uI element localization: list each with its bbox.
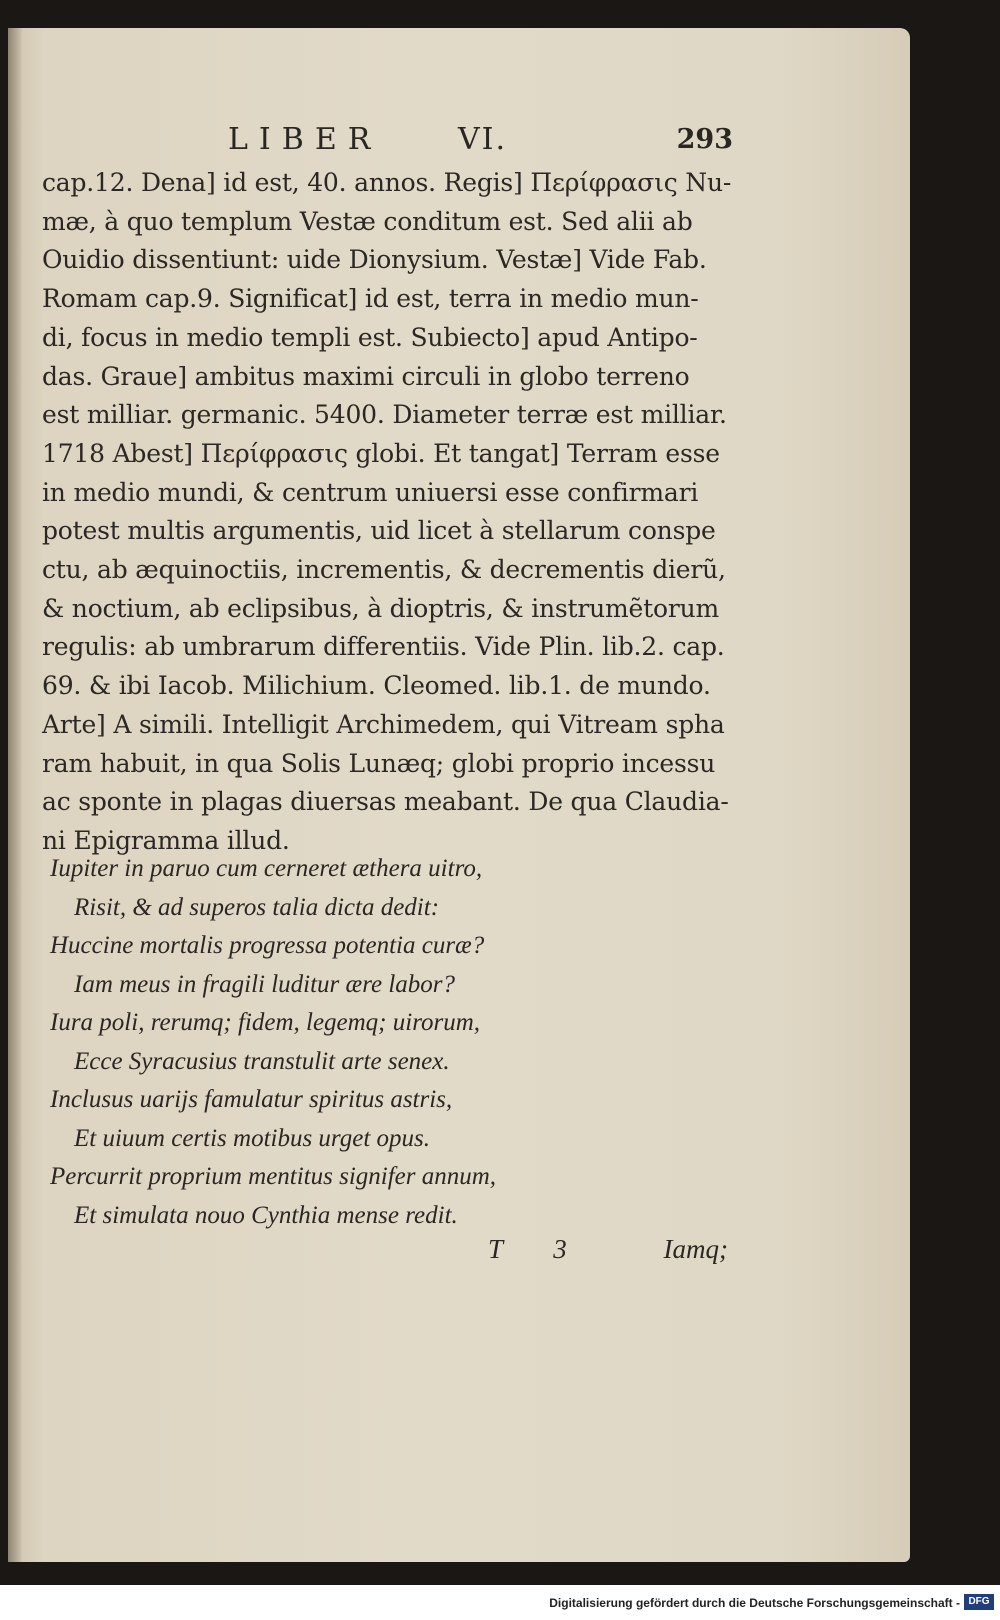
verse-line: Iura poli, rerumq; fidem, legemq; uirorum, (50, 1009, 481, 1036)
page-number: 293 (676, 124, 733, 155)
text-line: mæ, à quo templum Vestæ conditum est. Sed alii ab (42, 206, 693, 236)
text-line: Arte] A simili. Intelligit Archimedem, qui Vitream spha (42, 709, 725, 739)
text-line: Romam cap.9. Significat] id est, terra in medio mun- (42, 284, 699, 314)
verse-line: Et simulata nouo Cynthia mense redit. (74, 1201, 458, 1229)
text-line: di, focus in medio templi est. Subiecto] apud Antipo- (42, 322, 698, 352)
verse-line: Inclusus uarijs famulatur spiritus astris, (50, 1086, 453, 1113)
funding-credit: Digitalisierung gefördert durch die Deutsche Forschungsgemeinschaft - (549, 1596, 960, 1610)
text-line: ctu, ab æquinoctiis, incrementis, & decrementis dierũ, (42, 555, 726, 585)
credit-bar (0, 1585, 1000, 1620)
text-line: Ouidio dissentiunt: uide Dionysium. Vestæ] Vide Fab. (42, 245, 707, 275)
page-footer (488, 1234, 728, 1274)
text-line: ni Epigramma illud. (42, 825, 290, 855)
text-line: 69. & ibi Iacob. Milichium. Cleomed. lib.1. de mundo. (42, 671, 711, 701)
signature-mark: T 3 (488, 1234, 589, 1264)
text-line: 1718 Abest] Περίφρασις globi. Et tangat] Terram esse (42, 438, 720, 468)
verse-line: Iupiter in paruo cum cerneret æthera uitro, (50, 855, 483, 882)
epigram-verse (50, 850, 650, 1235)
verse-line: Percurrit proprium mentitus signifer annum, (50, 1163, 497, 1190)
verse-line: Huccine mortalis progressa potentia curæ? (50, 932, 485, 959)
verse-line: Risit, & ad superos talia dicta dedit: (74, 893, 440, 921)
text-line: das. Graue] ambitus maximi circuli in globo terreno (42, 361, 690, 391)
verse-line: Ecce Syracusius transtulit arte senex. (74, 1047, 450, 1075)
text-line: est milliar. germanic. 5400. Diameter terræ est milliar. (42, 400, 727, 430)
verse-line: Et uiuum certis motibus urget opus. (74, 1124, 431, 1152)
text-line: potest multis argumentis, uid licet à stellarum conspe (42, 516, 716, 546)
text-line: ac sponte in plagas diuersas meabant. De qua Claudia- (42, 787, 729, 817)
text-line: & noctium, ab eclipsibus, à dioptris, & instrumẽtorum (42, 593, 719, 623)
page-gutter-shadow (8, 28, 22, 1562)
catchword: Iamq; (663, 1234, 728, 1264)
text-line: in medio mundi, & centrum uniuersi esse confirmari (42, 477, 699, 507)
text-line: cap.12. Dena] id est, 40. annos. Regis] Περίφρασις Nu- (42, 168, 732, 197)
page-header (228, 122, 733, 162)
verse-line: Iam meus in fragili luditur ære labor? (74, 970, 456, 998)
book-number: VI. (458, 122, 508, 157)
text-line: ram habuit, in qua Solis Lunæq; globi proprio incessu (42, 748, 716, 778)
commentary-text (42, 164, 732, 861)
dfg-logo-icon: DFG (964, 1594, 994, 1610)
text-line: regulis: ab umbrarum differentiis. Vide Plin. lib.2. cap. (42, 632, 725, 662)
running-title: LIBER (228, 122, 382, 157)
